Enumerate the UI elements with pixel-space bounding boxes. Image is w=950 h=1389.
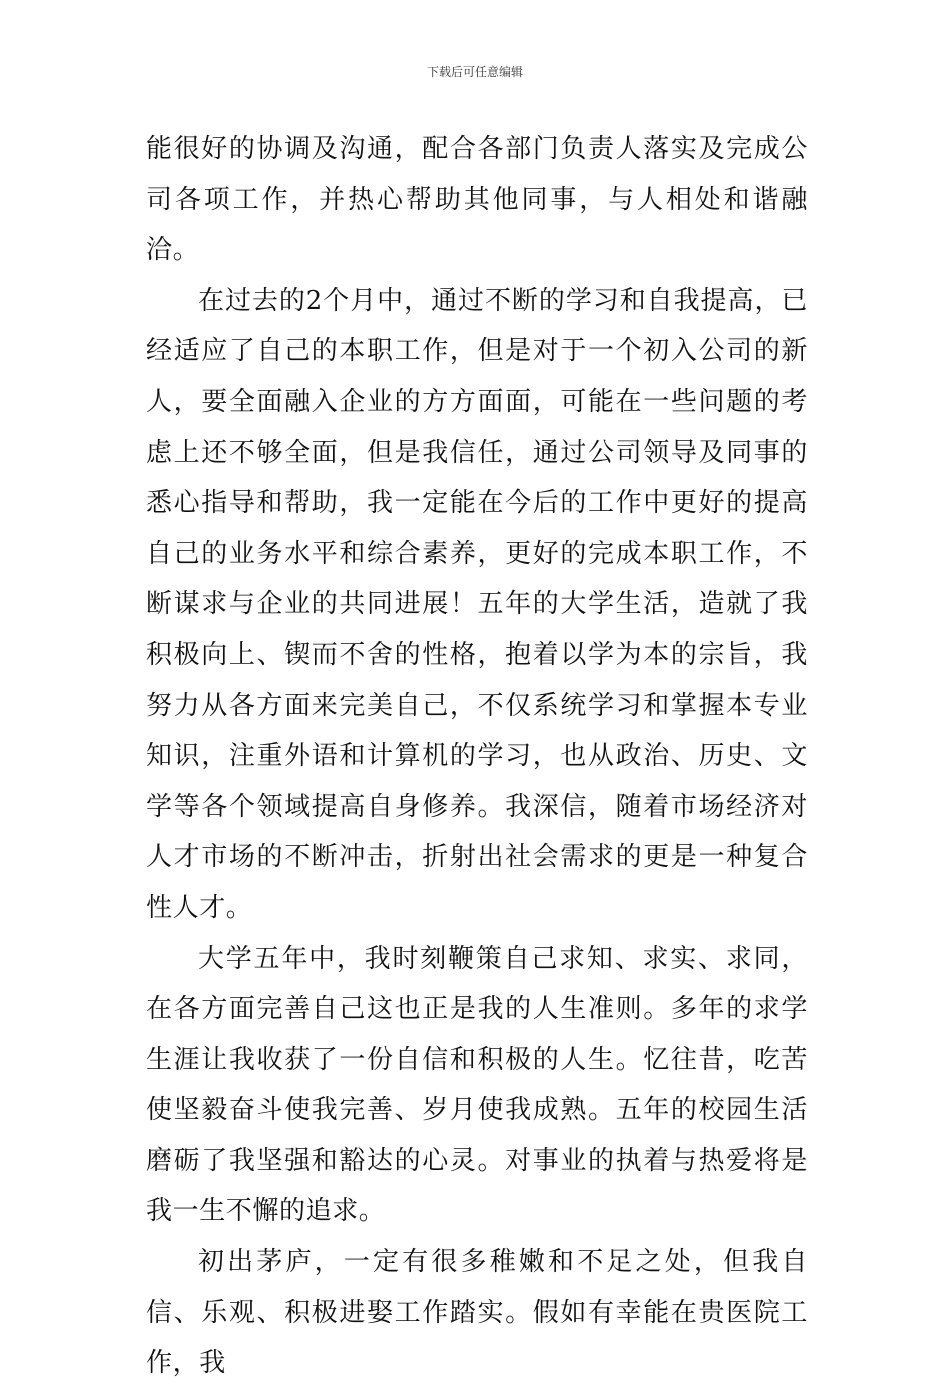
paragraph-university-years: 大学五年中，我时刻鞭策自己求知、求实、求同，在各方面完善自己这也正是我的人生准则。多年的求学生涯让我收获了一份自信和积极的人生。忆往昔，吃苦使坚毅奋斗使我完善、岁月使我成熟。五年的校园生活磨砺了我坚强和豁达的心灵。对事业的执着与热爱将是我一生不懈的追求。	[146, 943, 808, 1227]
paragraph-past-two-months: 在过去的2个月中，通过不断的学习和自我提高，已经适应了自己的本职工作，但是对于一个初入公司的新人，要全面融入企业的方方面面，可能在一些问题的考虑上还不够全面，但是我信任，通过公司领导及同事的悉心指导和帮助，我一定能在今后的工作中更好的提高自己的业务水平和综合素养，更好的完成本职工作，不断谋求与企业的共同进展！五年的大学生活，造就了我积极向上、锲而不舍的性格，抱着以学为本的宗旨，我努力从各方面来完美自己，不仅系统学习和掌握本专业知识，注重外语和计算机的学习，也从政治、历史、文学等各个领域提高自身修养。我深信，随着市场经济对人才市场的不断冲击，折射出社会需求的更是一种复合性人才。	[146, 285, 808, 923]
paragraph-continuation: 能很好的协调及沟通，配合各部门负责人落实及完成公司各项工作，并热心帮助其他同事，与人相处和谐融洽。	[146, 134, 808, 266]
document-body	[146, 124, 808, 1389]
paragraph-newcomer: 初出茅庐，一定有很多稚嫩和不足之处，但我自信、乐观、积极进娶工作踏实。假如有幸能在贵医院工作，我	[146, 1247, 808, 1379]
page-header: 下载后可任意编辑	[426, 65, 523, 79]
